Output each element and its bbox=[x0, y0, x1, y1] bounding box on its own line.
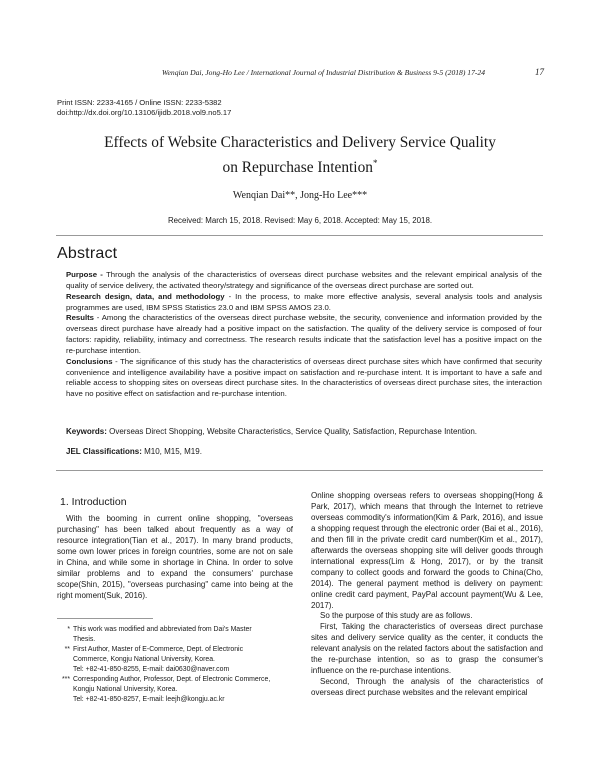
footnote-mark: *** bbox=[61, 676, 70, 683]
title-line-2-text: on Repurchase Intention bbox=[222, 159, 373, 177]
purpose-label: Purpose - bbox=[66, 270, 107, 279]
footnote-line: Tel: +82-41-850-8255, E-mail: dai0630@naver.com bbox=[73, 666, 230, 673]
footnote-mark: * bbox=[67, 626, 70, 633]
abstract-conclusions bbox=[66, 357, 542, 400]
issn-block bbox=[57, 98, 231, 117]
keywords bbox=[66, 427, 542, 436]
intro-paragraph-2: Online shopping overseas refers to overseas shopping(Hong & Park, 2017), which means that through the Internet to retrieve overseas commodity's information(Kim & Park, 2016), and issue a shopping request through the electronic order (Bai et al., 2016), and then fill in the private credit card number(Kim et al., 2017), afterwards the overseas shopping site will deliver goods through international express(Lim & Hong, 2017), or by the transit company to collect goods and forward the goods to China(Cho, 2014). The general payment method is delivery on payment: online credit card payment, PayPal account payment(Wu & Lee, 2017). bbox=[311, 491, 543, 610]
footnote-item bbox=[57, 625, 297, 645]
right-column bbox=[311, 491, 543, 699]
section-heading-introduction: 1. Introduction bbox=[60, 496, 127, 508]
footnote-item bbox=[57, 645, 297, 675]
footnote-line: Thesis. bbox=[73, 636, 96, 643]
intro-paragraph-5: Second, Through the analysis of the characteristics of overseas direct purchase websites and the relevant empirical bbox=[311, 677, 543, 698]
intro-paragraph-4: First, Taking the characteristics of overseas direct purchase sites and delivery service quality as the center, it conducts the relevant analysis on the related factors about the satisfaction and the re-purchase intention, so as to grasp the consumer's influence on the re-purchase intentions. bbox=[311, 622, 543, 676]
divider-top bbox=[56, 235, 543, 236]
abstract-body bbox=[66, 270, 542, 400]
design-label: Research design, data, and methodology bbox=[66, 291, 225, 301]
keywords-text: Overseas Direct Shopping, Website Characteristics, Service Quality, Satisfaction, Repurchase Intention. bbox=[106, 427, 477, 436]
footnote-line: Commerce, Kongju National University, Korea. bbox=[73, 656, 215, 663]
title-line-1: Effects of Website Characteristics and Delivery Service Quality bbox=[104, 134, 496, 151]
footnote-line: Kongju National University, Korea. bbox=[73, 686, 178, 693]
jel-label: JEL Classifications: bbox=[66, 447, 142, 456]
footnote-line: This work was modified and abbreviated from Dai's Master bbox=[73, 626, 252, 633]
footnote-line: Corresponding Author, Professor, Dept. of Electronic Commerce, bbox=[73, 676, 271, 683]
abstract-results bbox=[66, 313, 542, 356]
footnote-mark: ** bbox=[64, 646, 70, 653]
conclusions-label: Conclusions bbox=[66, 356, 113, 366]
abstract-heading: Abstract bbox=[57, 245, 118, 262]
intro-paragraph-3: So the purpose of this study are as follows. bbox=[320, 611, 473, 621]
title-line-2 bbox=[60, 153, 540, 178]
received-dates: Received: March 15, 2018. Revised: May 6, 2018. Accepted: May 15, 2018. bbox=[167, 216, 433, 225]
jel-classifications bbox=[66, 447, 542, 456]
divider-bottom bbox=[56, 470, 543, 471]
paper-title bbox=[60, 132, 540, 178]
abstract-design bbox=[66, 292, 542, 314]
purpose-text: Through the analysis of the characteristics of overseas direct purchase websites and the relevant empirical analysis of the quality of service delivery, the activated theory/strategy and significance of the overseas direct purchase are sorted out. bbox=[66, 270, 542, 290]
footnote-line: First Author, Master of E-Commerce, Dept. of Electronic bbox=[73, 646, 244, 653]
abstract-purpose bbox=[66, 270, 542, 292]
design-text: - In the process, to make more effective analysis, several analysis tools and analysis programmes are used, IBM SPSS Statistics 23.0 and IBM SPSS AMOS 23.0. bbox=[66, 291, 543, 312]
title-footnote-mark: * bbox=[372, 158, 378, 168]
authors: Wenqian Dai**, Jong-Ho Lee*** bbox=[232, 190, 368, 201]
footnote-line: Tel: +82-41-850-8257, E-mail: leejh@kongju.ac.kr bbox=[73, 696, 225, 703]
keywords-label: Keywords: bbox=[66, 427, 107, 436]
results-text: - Among the characteristics of the overseas direct purchase website, the security, convenience and information provided by the overseas direct purchase have already had a positive impact on the satisfaction. The quality of the delivery service is composed of four factors: rapidity, reliability, intimacy and correctness. The research results indicate that the satisfaction level has a positive impact on the re-purchase intention. bbox=[66, 313, 542, 355]
footnote-item bbox=[57, 675, 297, 705]
running-head: Wenqian Dai, Jong-Ho Lee / International Journal of Industrial Distribution & Business 9-5 (2018) 17-24 bbox=[161, 68, 485, 77]
intro-paragraph-1: With the booming in current online shopping, "overseas purchasing" has been talked about frequently as a way of resource integration(Tian et al., 2017). In many brand products, some own lower prices in foreign countries, some are not on sale in China, and while some in shortage in China. In order to solve similar problems and to expand the consumers' purchase scope(Shin, 2015), "overseas purchasing" came into being at the right moment(Suk, 2016). bbox=[57, 514, 293, 600]
conclusions-text: - The significance of this study has the characteristics of overseas direct purchase sites which have confirmed that security convenience and intelligence availability have a positive impact on satisfaction and re-purchase intent. It is important to have a safe and reliable access to shopping sites on overseas direct purchase sites. In the characteristics of overseas direct purchase sites, the interaction have no positive effect on satisfaction and re-purchase intention. bbox=[66, 356, 542, 399]
footnote-rule bbox=[57, 618, 153, 619]
jel-text: M10, M15, M19. bbox=[141, 447, 202, 456]
issn-line: Print ISSN: 2233-4165 / Online ISSN: 2233-5382 bbox=[57, 98, 222, 107]
footnotes bbox=[57, 625, 297, 705]
left-column bbox=[57, 514, 293, 602]
page-number: 17 bbox=[535, 67, 544, 77]
results-label: Results bbox=[66, 313, 94, 323]
doi-line: doi:http://dx.doi.org/10.13106/ijidb.2018.vol9.no5.17 bbox=[57, 107, 232, 117]
